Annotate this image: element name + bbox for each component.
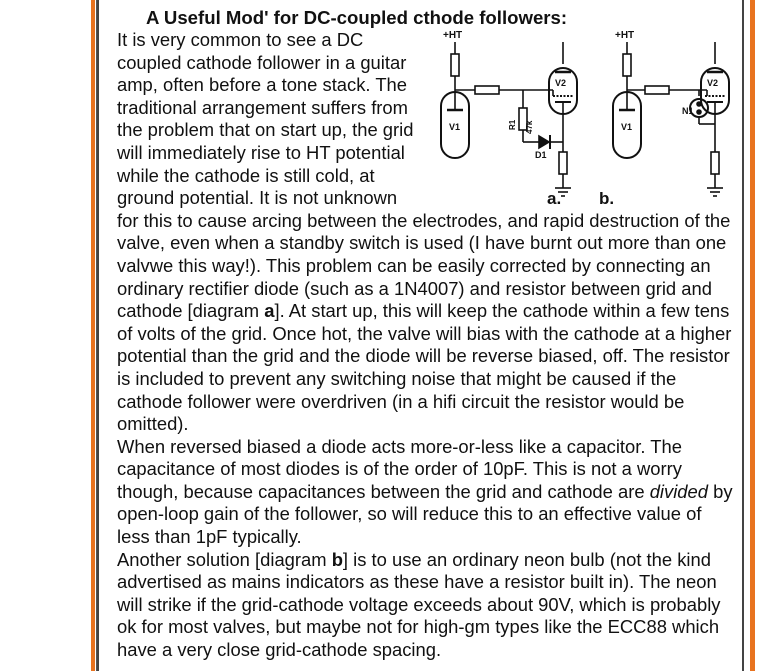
n1-label: N1 xyxy=(682,106,694,116)
r1-value: 47k xyxy=(525,120,534,134)
emphasis-divided: divided xyxy=(649,480,708,502)
intro-line: It is very common to see a DC xyxy=(117,29,364,50)
intro-line: ground potential. It is not unknown xyxy=(117,187,398,209)
intro-line: the problem that on start up, the grid xyxy=(117,119,414,141)
left-orange-stripe xyxy=(91,0,95,671)
r1-label: R1 xyxy=(508,119,517,130)
intro-text-block xyxy=(117,29,429,210)
left-dark-stripe xyxy=(97,0,99,671)
intro-line: while the cathode is still cold, at xyxy=(117,164,375,186)
d1-label: D1 xyxy=(535,150,547,160)
left-page-border xyxy=(0,0,97,671)
paragraph-text: for this to cause arcing between the electrodes, and rapid destruction of the valve, even when a standby switch is used (I have burnt out more than one valvwe this way!). This problem can be easily corrected by connecting an ordinary rectifier diode (such as a 1N4007) and resistor between grid and cathode [diagram xyxy=(117,209,731,322)
intro-line: traditional arrangement suffers from xyxy=(117,96,408,118)
paragraph-text: When reversed biased a diode acts more-or-less like a capacitor. The capacitance of most diodes is of the order of 10pF. This is not a worry though, because capacitances between the grid and cathode are xyxy=(117,435,682,502)
paragraph-capacitance xyxy=(117,436,737,549)
paragraph-text: ]. At start up, this will keep the cathode within a few tens of volts of the grid. Once hot, the valve will bias with the cathode at a higher potential than the grid and the diode will be reverse biased, off. The resistor is included to prevent any switching noise that might be caused if the cathode follower were overdriven (in a hifi circuit the resistor would be omitted). xyxy=(117,300,732,435)
grid-stopper xyxy=(475,86,499,94)
right-orange-stripe xyxy=(750,0,755,671)
diode-d1 xyxy=(539,136,549,148)
cathode-resistor xyxy=(559,152,567,174)
ground-icon xyxy=(707,188,723,196)
intro-line: coupled cathode follower in a guitar xyxy=(117,51,407,73)
intro-line: will immediately rise to HT potential xyxy=(117,141,405,163)
diagram-ref-b: b xyxy=(331,548,343,570)
diagram-a-ht-label: +HT xyxy=(443,30,463,41)
anode-resistor xyxy=(623,54,631,76)
diagram-b-ht-label: +HT xyxy=(615,30,635,41)
diagram-b-label: b. xyxy=(599,189,615,208)
paragraph-text: ] is to use an ordinary neon bulb (not the kind advertised as mains indicators as these have a resistor built in). The neon will strike if the grid-cathode voltage exceeds about 90V, which is probably ok for most valves, but maybe not for high-gm types like the ECC88 which have a very close grid-cathode spacing. xyxy=(117,548,721,661)
intro-line: amp, often before a tone stack. The xyxy=(117,74,408,96)
grid-stopper xyxy=(645,86,669,94)
anode-resistor xyxy=(451,54,459,76)
cathode-resistor xyxy=(711,152,719,174)
paragraph-neon-solution xyxy=(117,549,737,662)
paragraph-text: Another solution [diagram xyxy=(117,548,332,570)
v1-label: V1 xyxy=(621,122,633,132)
circuit-diagram xyxy=(435,24,745,220)
diagram-a xyxy=(441,30,577,208)
paragraph-diode-fix xyxy=(117,210,737,436)
diagram-b xyxy=(599,30,729,208)
paragraph-text: by open-loop gain of the follower, so will reduce this to an effective value of less than 1pF typically. xyxy=(117,480,733,548)
diagram-ref-a: a xyxy=(264,300,275,322)
v2-label: V2 xyxy=(555,78,567,88)
article-title: A Useful Mod' for DC-coupled cthode followers: xyxy=(146,7,568,28)
v1-label: V1 xyxy=(449,122,461,132)
v2-label: V2 xyxy=(707,78,719,88)
neon-electrode xyxy=(697,110,701,114)
article-body xyxy=(117,6,737,662)
diagram-a-label: a. xyxy=(547,189,562,208)
